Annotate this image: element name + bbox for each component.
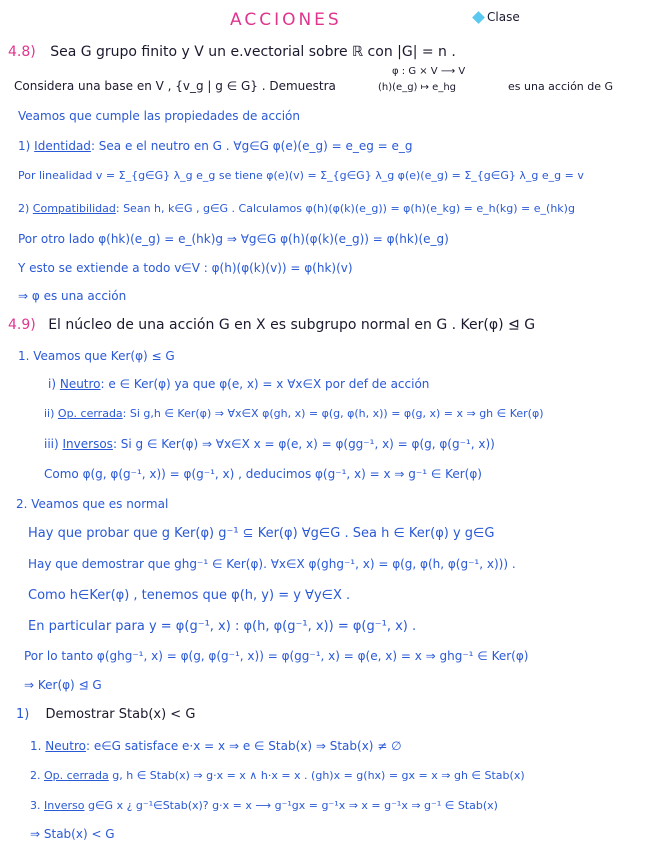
stab-neutral: 1. Neutro: e∈G satisface e·x = x ⇒ e ∈ Stab(x) ⇒ Stab(x) ≠ ∅ bbox=[30, 739, 402, 753]
property-closure: ii) Op. cerrada: Si g,h ∈ Ker(φ) ⇒ ∀x∈X φ(gh, x) = φ(g, φ(h, x)) = φ(g, x) = x ⇒ gh ∈ Ker(φ) bbox=[44, 407, 544, 420]
normal-line-2: Hay que demostrar que ghg⁻¹ ∈ Ker(φ). ∀x∈X φ(ghg⁻¹, x) = φ(g, φ(h, φ(g⁻¹, x))) . bbox=[28, 557, 516, 571]
normal-step: 2. Veamos que es normal bbox=[16, 497, 169, 511]
normal-line-4: En particular para y = φ(g⁻¹, x) : φ(h, φ(g⁻¹, x)) = φ(g⁻¹, x) . bbox=[28, 619, 417, 634]
tag-icon bbox=[472, 11, 485, 24]
exercise-statement: Sea G grupo finito y V un e.vectorial sobre ℝ con |G| = n . bbox=[50, 44, 456, 60]
page-title: ACCIONES bbox=[230, 10, 342, 30]
conclusion-line: ⇒ φ es una acción bbox=[18, 289, 127, 303]
stab-conclusion: ⇒ Stab(x) < G bbox=[30, 827, 115, 841]
stab-inverse: 3. Inverso g∈G x ¿ g⁻¹∈Stab(x)? g·x = x ⟶ g⁻¹gx = g⁻¹x ⇒ x = g⁻¹x ⇒ g⁻¹ ∈ Stab(x) bbox=[30, 799, 498, 812]
property-compatibility: 2) Compatibilidad: Sean h, k∈G , g∈G . Calculamos φ(h)(φ(k)(e_g)) = φ(h)(e_kg) = e_h(kg) = e_(hk)g bbox=[18, 202, 575, 215]
property-neutral: i) Neutro: e ∈ Ker(φ) ya que φ(e, x) = x ∀x∈X por def de acción bbox=[48, 377, 430, 391]
exercise-4-8-heading bbox=[8, 45, 456, 59]
normal-conclusion: ⇒ Ker(φ) ⊴ G bbox=[24, 678, 102, 692]
property-identity: 1) Identidad: Sea e el neutro en G . ∀g∈G φ(e)(e_g) = e_eg = e_g bbox=[18, 139, 413, 153]
proof-intro: Veamos que cumple las propiedades de acción bbox=[18, 109, 300, 123]
exercise-statement: Demostrar Stab(x) < G bbox=[45, 707, 196, 722]
stab-closure: 2. Op. cerrada g, h ∈ Stab(x) ⇒ g·x = x ∧ h·x = x . (gh)x = g(hx) = gx = x ⇒ gh ∈ Stab(x) bbox=[30, 769, 525, 782]
extension-line: Y esto se extiende a todo v∈V : φ(h)(φ(k)(v)) = φ(hk)(v) bbox=[18, 261, 353, 275]
exercise-statement-end: es una acción de G bbox=[508, 80, 614, 93]
exercise-4-9-heading bbox=[8, 318, 535, 332]
action-map-rule: (h)(e_g) ↦ e_hg bbox=[378, 82, 457, 93]
normal-line-1: Hay que probar que g Ker(φ) g⁻¹ ⊆ Ker(φ) ∀g∈G . Sea h ∈ Ker(φ) y g∈G bbox=[28, 526, 495, 541]
exercise-1-heading bbox=[16, 708, 195, 721]
exercise-number: 1) bbox=[16, 707, 30, 722]
action-map-definition: φ : G × V ⟶ V bbox=[392, 66, 466, 77]
exercise-number: 4.8) bbox=[8, 44, 36, 60]
class-tag bbox=[474, 11, 520, 23]
compatibility-other-side: Por otro lado φ(hk)(e_g) = e_(hk)g ⇒ ∀g∈G φ(h)(φ(k)(e_g)) = φ(hk)(e_g) bbox=[18, 232, 449, 246]
class-tag-label: Clase bbox=[487, 10, 520, 24]
property-inverses: iii) Inversos: Si g ∈ Ker(φ) ⇒ ∀x∈X x = φ(e, x) = φ(gg⁻¹, x) = φ(g, φ(g⁻¹, x)) bbox=[44, 437, 495, 451]
normal-line-5: Por lo tanto φ(ghg⁻¹, x) = φ(g, φ(g⁻¹, x)) = φ(gg⁻¹, x) = φ(e, x) = x ⇒ ghg⁻¹ ∈ Ker(φ) bbox=[24, 649, 529, 663]
exercise-statement: El núcleo de una acción G en X es subgrupo normal en G . Ker(φ) ⊴ G bbox=[48, 317, 536, 333]
inverses-conclusion: Como φ(g, φ(g⁻¹, x)) = φ(g⁻¹, x) , deducimos φ(g⁻¹, x) = x ⇒ g⁻¹ ∈ Ker(φ) bbox=[44, 467, 482, 481]
exercise-statement-line: Considera una base en V , {v_g | g ∈ G} . Demuestra bbox=[14, 79, 336, 93]
subgroup-step: 1. Veamos que Ker(φ) ≤ G bbox=[18, 349, 175, 363]
normal-line-3: Como h∈Ker(φ) , tenemos que φ(h, y) = y ∀y∈X . bbox=[28, 588, 351, 603]
exercise-number: 4.9) bbox=[8, 317, 36, 333]
linearity-line: Por linealidad v = Σ_{g∈G} λ_g e_g se tiene φ(e)(v) = Σ_{g∈G} λ_g φ(e)(e_g) = Σ_{g∈G} λ_g e_g = v bbox=[18, 169, 584, 182]
